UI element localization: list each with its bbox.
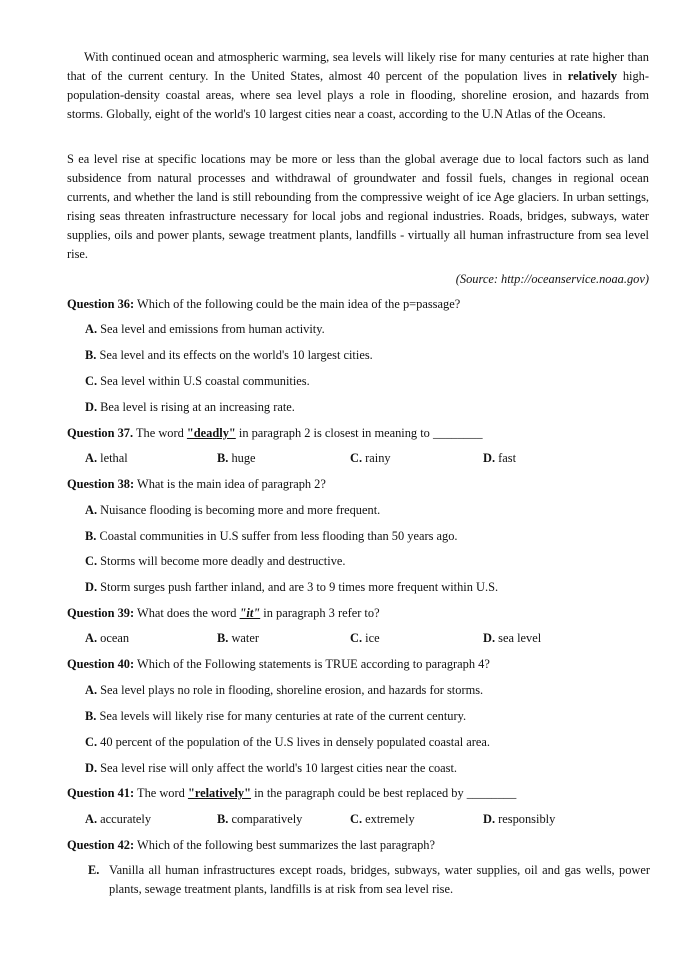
option-letter: C. [85, 554, 98, 568]
q37-option-c[interactable] [350, 449, 391, 468]
option-letter: C. [85, 735, 98, 749]
q40-option-a[interactable] [85, 681, 655, 700]
question-text: The word [133, 426, 187, 440]
option-letter: B. [85, 348, 97, 362]
question-text: Which of the Following statements is TRUE according to paragraph 4? [134, 657, 490, 671]
q36-option-a[interactable] [85, 320, 655, 339]
q38-option-b[interactable] [85, 527, 655, 546]
q37-option-d[interactable] [483, 449, 516, 468]
option-text: Nuisance flooding is becoming more and more frequent. [97, 503, 381, 517]
q36-option-c[interactable] [85, 372, 655, 391]
q38-option-c[interactable] [85, 552, 655, 571]
option-text: Sea level within U.S coastal communities. [97, 374, 310, 388]
q39-options-row [85, 629, 645, 648]
question-text-end: in paragraph 2 is closest in meaning to ________ [235, 426, 483, 440]
target-word: "it" [239, 606, 261, 620]
option-letter: D. [85, 400, 98, 414]
option-text: Bea level is rising at an increasing rate. [97, 400, 295, 414]
question-label: Question 40: [67, 657, 135, 671]
option-text: huge [228, 451, 256, 465]
q41-option-a[interactable] [85, 810, 151, 829]
question-38 [67, 475, 667, 494]
option-text: Vanilla all human infrastructures except roads, bridges, subways, water supplies, oil and gas wells, power plants, sewage treatment plants, landfills is at risk from sea level rise. [109, 863, 650, 896]
q39-option-a[interactable] [85, 629, 129, 648]
option-text: responsibly [495, 812, 556, 826]
option-text: sea level [495, 631, 542, 645]
option-letter: B. [85, 709, 97, 723]
option-letter: B. [85, 529, 97, 543]
option-letter: A. [85, 812, 98, 826]
option-text: lethal [97, 451, 128, 465]
question-36 [67, 295, 667, 314]
question-37 [67, 424, 667, 443]
p1-bold-word: relatively [567, 69, 618, 83]
option-letter: D. [85, 761, 98, 775]
option-letter: D. [483, 451, 496, 465]
option-text: accurately [97, 812, 152, 826]
question-39 [67, 604, 667, 623]
option-letter: B. [217, 631, 229, 645]
q36-option-b[interactable] [85, 346, 655, 365]
q41-option-b[interactable] [217, 810, 302, 829]
option-text: Sea level rise will only affect the world's 10 largest cities near the coast. [97, 761, 458, 775]
question-42 [67, 836, 667, 855]
q37-option-b[interactable] [217, 449, 256, 468]
target-word: "deadly" [186, 426, 236, 440]
option-letter: C. [350, 631, 363, 645]
question-label: Question 38: [67, 477, 135, 491]
question-text: What is the main idea of paragraph 2? [134, 477, 326, 491]
option-text: ocean [97, 631, 130, 645]
question-text-end: in paragraph 3 refer to? [260, 606, 380, 620]
q39-option-b[interactable] [217, 629, 259, 648]
option-text: 40 percent of the population of the U.S lives in densely populated coastal area. [97, 735, 490, 749]
option-letter: A. [85, 683, 98, 697]
option-letter: B. [217, 451, 229, 465]
option-text: extremely [362, 812, 415, 826]
option-letter: A. [85, 503, 98, 517]
question-label: Question 41: [67, 786, 135, 800]
option-letter: A. [85, 451, 98, 465]
option-text: Storm surges push farther inland, and are 3 to 9 times more frequent within U.S. [97, 580, 499, 594]
p1-text-end: high-population-density coastal areas, where sea level plays a role in flooding, shoreline erosion, and hazards from storms. Globally, eight of the world's 10 largest cities near a coast, according to the U.N Atlas of the Oceans. [67, 69, 649, 121]
option-letter: D. [85, 580, 98, 594]
q37-options-row [85, 449, 645, 468]
question-label: Question 42: [67, 838, 135, 852]
q41-option-c[interactable] [350, 810, 415, 829]
option-text: ice [362, 631, 380, 645]
q40-option-c[interactable] [85, 733, 655, 752]
question-label: Question 36: [67, 297, 135, 311]
option-text: Sea level and its effects on the world's 10 largest cities. [96, 348, 373, 362]
question-text-end: in the paragraph could be best replaced by ________ [251, 786, 517, 800]
option-letter: C. [85, 374, 98, 388]
passage-paragraph-2: S ea level rise at specific locations may be more or less than the global average due to local factors such as land subsidence from natural processes and withdrawal of groundwater and fossil fuels, changes in regional ocean currents, and whether the land is still rebounding from the compressive weight of ice Age glaciers. In urban settings, rising seas threaten infrastructure necessary for local jobs and regional industries. Roads, bridges, subways, water supplies, oils and power plants, sewage treatment plants, landfills - virtually all human infrastructure from sea level rise. [67, 152, 649, 261]
q39-option-d[interactable] [483, 629, 541, 648]
question-text: What does the word [134, 606, 240, 620]
question-40 [67, 655, 667, 674]
q40-option-d[interactable] [85, 759, 655, 778]
option-text: rainy [362, 451, 391, 465]
option-text: Sea level and emissions from human activity. [97, 322, 325, 336]
option-letter: D. [483, 631, 496, 645]
question-label: Question 37. [67, 426, 134, 440]
question-text: Which of the following best summarizes the last paragraph? [134, 838, 435, 852]
q38-option-a[interactable] [85, 501, 655, 520]
q40-option-b[interactable] [85, 707, 655, 726]
q37-option-a[interactable] [85, 449, 128, 468]
option-text: fast [495, 451, 517, 465]
option-letter: A. [85, 631, 98, 645]
passage-paragraph-1 [67, 48, 649, 124]
source-citation: (Source: http://oceanservice.noaa.gov) [455, 272, 649, 286]
option-text: Coastal communities in U.S suffer from less flooding than 50 years ago. [96, 529, 458, 543]
option-letter: D. [483, 812, 496, 826]
p1-text-start: With continued ocean and atmospheric warming, sea levels will likely rise for many centuries at rate higher than that of the current century. In the United States, almost 40 percent of the population lives in [67, 50, 649, 83]
option-text: Storms will become more deadly and destructive. [97, 554, 346, 568]
q36-option-d[interactable] [85, 398, 655, 417]
option-letter: B. [217, 812, 229, 826]
option-letter: A. [85, 322, 98, 336]
question-text: The word [134, 786, 188, 800]
q39-option-c[interactable] [350, 629, 380, 648]
option-letter: E. [88, 863, 100, 877]
q41-option-d[interactable] [483, 810, 555, 829]
q38-option-d[interactable] [85, 578, 655, 597]
option-text: Sea levels will likely rise for many centuries at rate of the current century. [96, 709, 467, 723]
target-word: "relatively" [187, 786, 252, 800]
question-label: Question 39: [67, 606, 135, 620]
question-41 [67, 784, 667, 803]
q42-option-e[interactable] [88, 861, 650, 899]
option-letter: C. [350, 812, 363, 826]
option-text: comparatively [228, 812, 303, 826]
option-text: Sea level plays no role in flooding, shoreline erosion, and hazards for storms. [97, 683, 484, 697]
q41-options-row [85, 810, 645, 829]
option-letter: C. [350, 451, 363, 465]
question-text: Which of the following could be the main idea of the p=passage? [134, 297, 461, 311]
option-text: water [228, 631, 259, 645]
